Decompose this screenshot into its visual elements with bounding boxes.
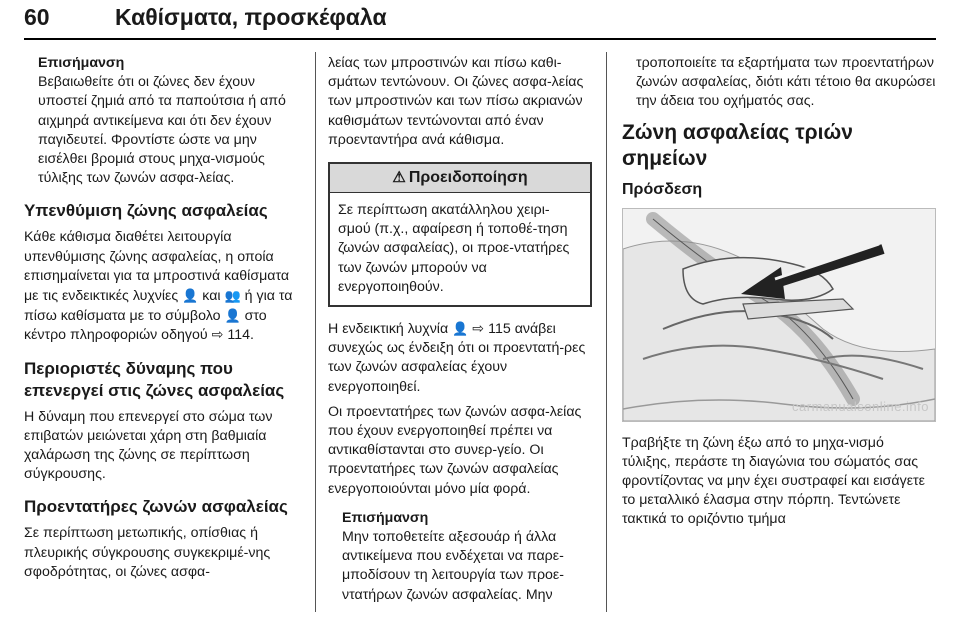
seatbelt-drawing — [623, 209, 935, 421]
column-divider — [315, 52, 316, 612]
seatbelt-illustration — [622, 208, 936, 422]
note-text: Βεβαιωθείτε ότι οι ζώνες δεν έχουν υποστεί ζημιά από τα παπούτσια ή από αιχμηρά αντικείμενα και ότι δεν έχουν παγιδευτεί. Φροντίστε ώστε να μην εισέλθει βρομιά στους μηχα-νισμούς τύλιξης των ζωνών ασφα-λείας. — [38, 74, 286, 187]
page-reference[interactable]: 114. — [227, 327, 254, 344]
warning-header — [330, 164, 590, 193]
seatbelt-reminder-icon: 👤 — [182, 288, 199, 304]
page-number: 60 — [24, 4, 50, 30]
page-reference[interactable]: 115 — [488, 321, 511, 338]
note-label: Επισήμανση — [38, 55, 125, 71]
pretensioners-text: Σε περίπτωση μετωπικής, οπίσθιας ή πλευρικής σύγκρουσης συγκεκριμέ-νης σφοδρότητας, οι ζώνες ασφα- — [24, 525, 271, 580]
ref-arrow-icon: ⇨ — [472, 321, 485, 338]
instructions-text: Τραβήξτε τη ζώνη έξω από το μηχα-νισμό τύλιξης, περάστε τη διαγώνια του σώματός σας φροντίζοντας να μην έχει συστραφεί και εισάγετε το μεταλλικό έλασμα στην πόρπη. Τεντώνετε τακτικά το οριζόντιο τμήμα — [622, 434, 925, 528]
column-divider — [606, 52, 607, 612]
note-text: Μην τοποθετείτε αξεσουάρ ή άλλα αντικείμενα που ενδέχεται να παρε-μποδίσουν τη λειτουργία των προε-ντατήρων ζωνών ασφαλείας. Μην — [342, 529, 564, 603]
warning-box — [328, 162, 592, 307]
note-block — [24, 54, 302, 188]
page-title: Καθίσματα, προσκέφαλα — [115, 4, 387, 30]
warning-triangle-icon: ⚠ — [392, 169, 406, 187]
header-rule — [24, 38, 936, 40]
column-2 — [328, 54, 592, 605]
rear-seatbelt-icon: 👥 — [224, 288, 241, 304]
note-block — [328, 509, 592, 605]
replace-text: Οι προεντατήρες των ζωνών ασφα-λείας που έχουν ενεργοποιηθεί πρέπει να αντικαθίστανται στο συνερ-γείο. Οι προεντατήρες των ζωνών ασφαλείας ενεργοποιούνται μόνο μία φορά. — [328, 403, 582, 497]
seatbelt-reminder-icon: 👤 — [224, 308, 241, 324]
limiters-text: Η δύναμη που επενεργεί στο σώμα των επιβατών μειώνεται χάρη στη βαθμιαία χαλάρωση της ζώνης σε περίπτωση σύγκρουσης. — [24, 408, 273, 483]
heading-three-point-belt: Ζώνη ασφαλείας τριών σημείων — [622, 120, 853, 170]
heading-force-limiters: Περιοριστές δύναμης που επενεργεί στις ζώνες ασφαλείας — [24, 358, 285, 400]
note-label: Επισήμανση — [342, 509, 429, 526]
lamp-paragraph: Η ενδεικτική λυχνία 👤 ⇨ 115 ανάβει συνεχώς ως ένδειξη ότι οι προεντατή-ρες των ζωνών ασφαλείας έχουν ενεργοποιηθεί. — [328, 321, 586, 395]
warning-text: Σε περίπτωση ακατάλληλου χειρι-σμού (π.χ., αφαίρεση ή τοποθέ-τηση ζωνών ασφαλείας), οι προε-ντατήρες των ζωνών μπορούν να ενεργοποιηθούν. — [338, 202, 570, 295]
heading-pretensioners: Προεντατήρες ζωνών ασφαλείας — [24, 497, 288, 517]
column-1 — [24, 54, 302, 582]
continued-text: λείας των μπροστινών και πίσω καθι-σμάτων τεντώνουν. Οι ζώνες ασφα-λείας των μπροστινών και των πίσω ακριανών καθισμάτων τεντώνονται από έναν προενταντήρα ανά κάθισμα. — [328, 55, 584, 148]
airbag-lamp-icon: 👤 — [452, 321, 469, 337]
column-3 — [622, 54, 936, 530]
continued-note-text: τροποποιείτε τα εξαρτήματα των προεντατήρων ζωνών ασφαλείας, διότι κάτι τέτοιο θα ακυρώσει την άδεια του οχήματός σας. — [636, 55, 936, 110]
heading-fasten: Πρόσδεση — [622, 180, 703, 198]
watermark: carmanualsonline.info — [792, 399, 929, 415]
heading-seatbelt-reminder: Υπενθύμιση ζώνης ασφαλείας — [24, 201, 268, 221]
reminder-paragraph: Κάθε κάθισμα διαθέτει λειτουργία υπενθύμισης ζώνης ασφαλείας, η οποία επισημαίνεται για τα μπροστινά καθίσματα με τις ενδεικτικές λυχνίες 👤 και 👥 ή για τα πίσω καθίσματα με το σύμβολο 👤 στο κέντρο πληροφοριών οδηγού ⇨ 114. — [24, 229, 293, 344]
warning-title: Προειδοποίηση — [408, 169, 528, 187]
ref-arrow-icon: ⇨ — [211, 327, 224, 344]
page-header — [0, 0, 960, 38]
